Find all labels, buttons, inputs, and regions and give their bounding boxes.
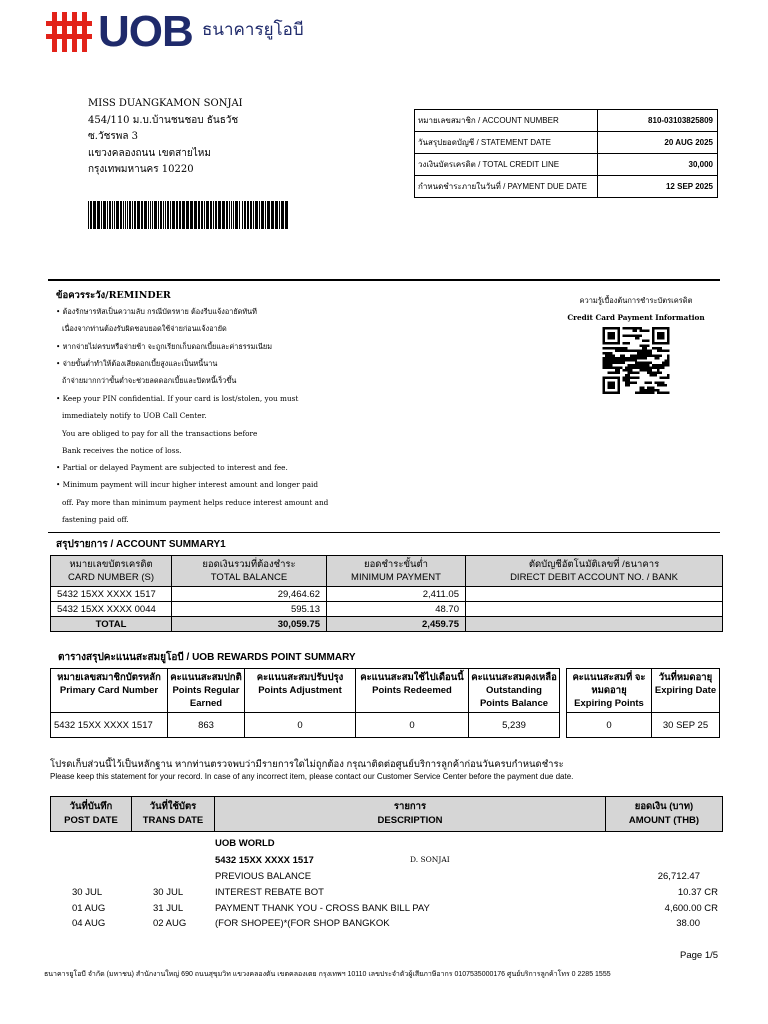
- reminder-line: • Minimum payment will incur higher interest amount and longer paid: [56, 480, 319, 489]
- points-adjustment: 0: [245, 713, 356, 738]
- post-date: 01 AUG: [72, 903, 106, 914]
- card-number: 5432 15XX XXXX 1517: [51, 587, 172, 602]
- column-header: คะแนนสะสมที่ จะหมดอายุ Expiring Points: [567, 669, 652, 713]
- table-row: [415, 110, 718, 132]
- table-header-row: [51, 669, 560, 713]
- reminder-line: off. Pay more than minimum payment helps reduce interest amount and: [62, 498, 329, 507]
- keep-record-note-english: Please keep this statement for your record. In case of any incorrect item, please contact our Customer Service Center before the payment due date.: [50, 772, 574, 781]
- column-header: วันที่ใช้บัตร TRANS DATE: [132, 797, 215, 832]
- trans-date: 30 JUL: [153, 887, 184, 898]
- qr-title: ความรู้เบื้องต้นการชำระบัตรเครดิต: [579, 296, 693, 305]
- minimum-payment: 48.70: [327, 602, 466, 617]
- brand-name: UOB: [98, 7, 193, 56]
- column-header: ตัดบัญชีอัตโนมัติเลขที่ /ธนาคาร DIRECT DEBIT ACCOUNT NO. / BANK: [466, 556, 723, 587]
- minimum-payment: 2,411.05: [327, 587, 466, 602]
- expiring-date: 30 SEP 25: [652, 713, 720, 738]
- direct-debit: [466, 587, 723, 602]
- due-date-label: กำหนดชำระภายในวันที่ / PAYMENT DUE DATE: [415, 176, 598, 198]
- column-header: รายการ DESCRIPTION: [215, 797, 606, 832]
- column-header: คะแนนสะสมปรับปรุง Points Adjustment: [245, 669, 356, 713]
- expiring-points: 0: [567, 713, 652, 738]
- total-balance: 29,464.62: [172, 587, 327, 602]
- due-date-value: 12 SEP 2025: [598, 176, 718, 198]
- account-info-table: [414, 109, 718, 198]
- qr-code-icon[interactable]: [600, 327, 672, 394]
- brand-thai-name: ธนาคารยูโอบี: [202, 20, 304, 39]
- reminder-line: • จ่ายขั้นต่ำทำให้ต้องเสียดอกเบี้ยสูงและเป็นหนี้นาน: [56, 359, 218, 368]
- column-header: วันที่บันทึก POST DATE: [51, 797, 132, 832]
- reminder-line: • ต้องรักษารหัสเป็นความลับ กรณีบัตรหาย ต้องรีบแจ้งอายัดทันที: [56, 307, 257, 316]
- transaction-description: PREVIOUS BALANCE: [215, 871, 312, 882]
- table-row: [51, 587, 723, 602]
- address-line: ซ.วัชรพล 3: [88, 131, 138, 142]
- column-header: คะแนนสะสมคงเหลือ Outstanding Points Balance: [469, 669, 560, 713]
- table-row: [415, 154, 718, 176]
- account-number-label: หมายเลขสมาชิก / ACCOUNT NUMBER: [415, 110, 598, 132]
- statement-date-label: วันสรุปยอดบัญชี / STATEMENT DATE: [415, 132, 598, 154]
- post-date: 04 AUG: [72, 918, 106, 929]
- divider: [48, 532, 720, 533]
- table-row: [415, 132, 718, 154]
- rewards-title: ตารางสรุปคะแนนสะสมยูโอบี / UOB REWARDS POINT SUMMARY: [58, 652, 356, 663]
- address-line: MISS DUANGKAMON SONJAI: [88, 98, 243, 109]
- transaction-description: (FOR SHOPEE)*(FOR SHOP BANGKOK: [215, 918, 390, 929]
- credit-line-value: 30,000: [598, 154, 718, 176]
- trans-date: 02 AUG: [153, 918, 187, 929]
- address-line: กรุงเทพมหานคร 10220: [88, 164, 194, 175]
- reminder-line: • Partial or delayed Payment are subjected to interest and fee.: [56, 463, 288, 472]
- address-line: 454/110 ม.บ.บ้านชนชอบ ธันธวัช: [88, 114, 239, 126]
- reminder-title: ข้อควรระวัง/REMINDER: [56, 290, 171, 301]
- total-balance: 595.13: [172, 602, 327, 617]
- column-header: วันที่หมดอายุ Expiring Date: [652, 669, 720, 713]
- credit-line-label: วงเงินบัตรเครดิต / TOTAL CREDIT LINE: [415, 154, 598, 176]
- table-header-row: [51, 556, 723, 587]
- card-holder: D. SONJAI: [410, 855, 450, 864]
- reminder-line: • หากจ่ายไม่ครบหรือจ่ายช้า จะถูกเรียกเก็บดอกเบี้ยและค่าธรรมเนียม: [56, 342, 273, 351]
- card-number: 5432 15XX XXXX 0044: [51, 602, 172, 617]
- reminder-line: • Keep your PIN confidential. If your card is lost/stolen, you must: [56, 394, 299, 403]
- total-row: [51, 617, 723, 632]
- account-number-value: 810-03103825809: [598, 110, 718, 132]
- reminder-line: Bank receives the notice of loss.: [62, 446, 182, 455]
- account-summary-table: [50, 555, 723, 632]
- post-date: 30 JUL: [72, 887, 103, 898]
- transaction-amount: 26,712.47: [657, 871, 700, 882]
- direct-debit: [466, 602, 723, 617]
- reminder-line: ถ้าจ่ายมากกว่าขั้นต่ำจะช่วยลดดอกเบี้ยและปิดหนี้เร็วขึ้น: [62, 376, 237, 385]
- page-number: Page 1/5: [680, 950, 719, 961]
- transactions-header: [50, 796, 723, 832]
- trans-date: 31 JUL: [153, 903, 184, 914]
- table-row: [51, 602, 723, 617]
- footer-text: ธนาคารยูโอบี จำกัด (มหาชน) สำนักงานใหญ่ 690 ถนนสุขุมวิท แขวงคลองตัน เขตคลองเตย กรุงเทพฯ 10110 เลขประจำตัวผู้เสียภาษีอากร 0107535000176 ศูนย์บริการลูกค้าโทร 0 2285 1555: [44, 971, 611, 978]
- empty-cell: [466, 617, 723, 632]
- column-header: คะแนนสะสมใช้ไปเดือนนี้ Points Redeemed: [356, 669, 469, 713]
- total-label: TOTAL: [51, 617, 172, 632]
- rewards-table: [50, 668, 560, 738]
- table-header-row: [51, 797, 723, 832]
- reminder-line: You are obliged to pay for all the transactions before: [62, 429, 258, 438]
- table-header-row: [567, 669, 720, 713]
- divider: [48, 279, 720, 281]
- transaction-card-number: 5432 15XX XXXX 1517: [215, 855, 314, 866]
- column-header: หมายเลขสมาชิกบัตรหลัก Primary Card Number: [51, 669, 168, 713]
- transaction-description: INTEREST REBATE BOT: [215, 887, 324, 898]
- statement-date-value: 20 AUG 2025: [598, 132, 718, 154]
- table-row: [415, 176, 718, 198]
- barcode-icon: [88, 201, 290, 229]
- primary-card-number: 5432 15XX XXXX 1517: [51, 713, 168, 738]
- table-row: [51, 713, 560, 738]
- column-header: ยอดชำระขั้นต่ำ MINIMUM PAYMENT: [327, 556, 466, 587]
- column-header: ยอดเงินรวมที่ต้องชำระ TOTAL BALANCE: [172, 556, 327, 587]
- column-header: ยอดเงิน (บาท) AMOUNT (THB): [606, 797, 723, 832]
- keep-record-note-thai: โปรดเก็บส่วนนี้ไว้เป็นหลักฐาน หากท่านตรวจพบว่ามีรายการใดไม่ถูกต้อง กรุณาติดต่อศูนย์บริการลูกค้าก่อนวันครบกำหนดชำระ: [50, 759, 564, 770]
- grand-minimum-payment: 2,459.75: [327, 617, 466, 632]
- customer-address: [88, 96, 243, 179]
- column-header: คะแนนสะสมปกติ Points Regular Earned: [168, 669, 245, 713]
- reminder-line: fastening paid off.: [62, 515, 129, 524]
- uob-logo-icon: [46, 12, 92, 52]
- column-header: หมายเลขบัตรเครดิต CARD NUMBER (S): [51, 556, 172, 587]
- table-row: [567, 713, 720, 738]
- qr-subtitle: Credit Card Payment Information: [567, 313, 705, 322]
- expiring-points-table: [566, 668, 720, 738]
- account-summary-title: สรุปรายการ / ACCOUNT SUMMARY1: [56, 539, 226, 550]
- points-earned: 863: [168, 713, 245, 738]
- transaction-amount: 10.37 CR: [677, 887, 718, 898]
- transaction-amount: 4,600.00 CR: [664, 903, 718, 914]
- transaction-amount: 38.00: [676, 918, 700, 929]
- points-redeemed: 0: [356, 713, 469, 738]
- points-balance: 5,239: [469, 713, 560, 738]
- reminder-line: เนื่องจากท่านต้องรับผิดชอบยอดใช้จ่ายก่อนแจ้งอายัด: [62, 324, 227, 333]
- card-product: UOB WORLD: [215, 838, 275, 849]
- address-line: แขวงคลองถนน เขตสายไหม: [88, 147, 211, 159]
- reminder-line: immediately notify to UOB Call Center.: [62, 411, 207, 420]
- grand-total-balance: 30,059.75: [172, 617, 327, 632]
- transaction-description: PAYMENT THANK YOU - CROSS BANK BILL PAY: [215, 903, 430, 914]
